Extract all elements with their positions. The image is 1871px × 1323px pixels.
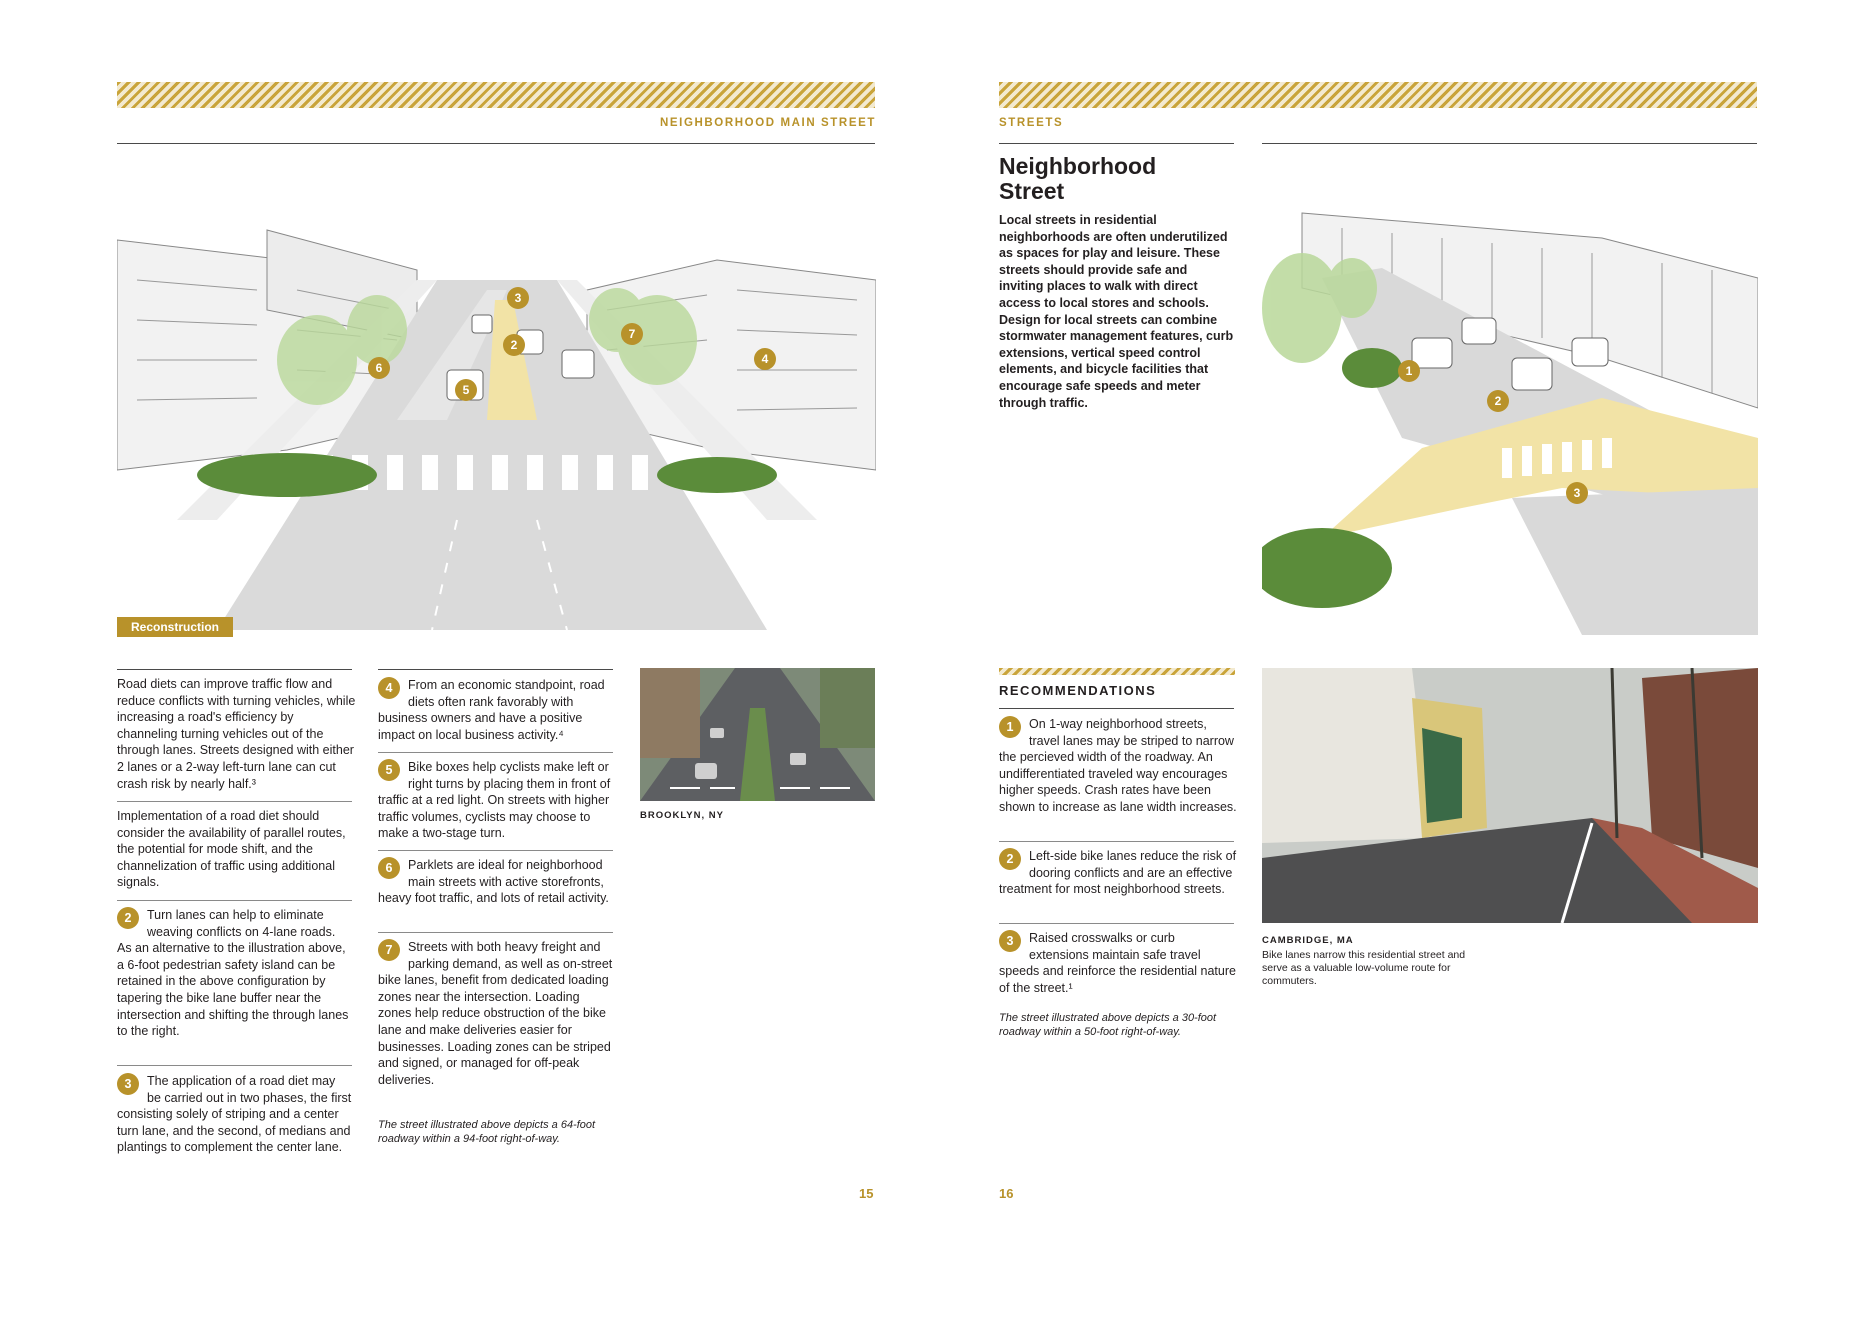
- header-rule-right-1: [999, 143, 1234, 144]
- section-label-right: STREETS: [999, 117, 1064, 129]
- marker-2-right: 2: [1494, 394, 1502, 408]
- col2-rule-2: [378, 752, 613, 753]
- section-label-left: NEIGHBORHOOD MAIN STREET: [659, 117, 876, 129]
- col1-item-3: 3 The application of a road diet may be carried out in two phases, the first consisting solely of striping and a center turn lane, and the second, of medians and plantings to complement the center lane.: [117, 1074, 352, 1155]
- main-street-illustration: [117, 220, 876, 630]
- rec-badge-3: 3: [999, 930, 1021, 952]
- col2-rule-3: [378, 850, 613, 851]
- page-number-right: 16: [999, 1186, 1014, 1201]
- rec-badge-2: 2: [999, 848, 1021, 870]
- number-badge-6: 6: [378, 857, 400, 879]
- col1-rule-3: [117, 900, 352, 901]
- header-hatch-right: [999, 82, 1757, 108]
- col1-rule-4: [117, 1065, 352, 1066]
- marker-1: 1: [1405, 364, 1413, 378]
- number-badge-4: 4: [378, 677, 400, 699]
- recs-rule-2: [999, 841, 1234, 842]
- col1-paragraph-1: Road diets can improve traffic flow and reduce conflicts with turning vehicles, while increasing a road's efficiency by channeling turning vehicles out of the through lanes. Streets designed with either 2 lanes or a 2-way left-turn lane can cut crash risk by nearly half.³: [117, 677, 356, 791]
- col2-rule-4: [378, 932, 613, 933]
- marker-3: 3: [514, 291, 522, 305]
- number-badge-7: 7: [378, 939, 400, 961]
- col1-paragraph-2: Implementation of a road diet should consider the availability of parallel routes, the potential for mode shift, and the channelization of traffic using additional signals.: [117, 809, 346, 890]
- recommendation-1: 1 On 1-way neighborhood streets, travel lanes may be striped to narrow the percieved width of the roadway. An undifferentiated traveled way encourages higher speeds. Crash rates have been shown to increase as lane width increases.: [999, 717, 1237, 814]
- brooklyn-photo-drawing: [640, 668, 875, 801]
- cambridge-caption: Bike lanes narrow this residential street and serve as a valuable low-volume route for commuters.: [1262, 949, 1466, 988]
- brooklyn-photo: [640, 668, 875, 801]
- marker-5: 5: [462, 383, 470, 397]
- marker-4: 4: [761, 352, 769, 366]
- main-street-drawing: [117, 220, 876, 630]
- header-hatch-left: [117, 82, 875, 108]
- page-title: Neighborhood Street: [999, 153, 1157, 204]
- number-badge-5: 5: [378, 759, 400, 781]
- number-badge-2: 2: [117, 907, 139, 929]
- recs-rule-1: [999, 708, 1234, 709]
- col1-item-2: 2 Turn lanes can help to eliminate weaving conflicts on 4-lane roads. As an alternative to the illustration above, a 6-foot pedestrian safety island can be retained in the above configuration by tapering the bike lane buffer near the intersection and shifting the through lanes to the right.: [117, 908, 349, 1039]
- marker-2: 2: [510, 338, 518, 352]
- col2-top-rule: [378, 669, 613, 670]
- recommendation-2: 2 Left-side bike lanes reduce the risk of dooring conflicts and are an effective treatment for most neighborhood streets.: [999, 849, 1237, 897]
- header-rule-left: [117, 143, 875, 144]
- marker-6: 6: [375, 361, 383, 375]
- col1-rule-2: [117, 801, 352, 802]
- neighborhood-street-drawing: [1262, 208, 1758, 635]
- recs-rule-3: [999, 923, 1234, 924]
- intro-paragraph: Local streets in residential neighborhoods are often underutilized as spaces for play and leisure. These streets should provide safe and inviting places to walk with direct access to local stores and schools. Design for local streets can combine stormwater management features, curb extensions, vertical speed control elements, and bicycle facilities that encourage safe speeds and meter through traffic.: [999, 213, 1234, 410]
- rec-badge-1: 1: [999, 716, 1021, 738]
- neighborhood-street-illustration: [1262, 208, 1758, 635]
- marker-3-right: 3: [1573, 486, 1581, 500]
- recommendations-heading: RECOMMENDATIONS: [999, 683, 1157, 698]
- number-badge-3: 3: [117, 1073, 139, 1095]
- brooklyn-caption: BROOKLYN, NY: [640, 810, 724, 821]
- col2-item-7: 7 Streets with both heavy freight and parking demand, as well as on-street bike lanes, benefit from dedicated loading zones near the intersection. Loading zones help reduce obstruction of the bike lane and make deliveries easier for businesses. Loading zones can be striped and signed, or managed for off-peak deliveries.: [378, 940, 613, 1087]
- left-note: The street illustrated above depicts a 64-foot roadway within a 94-foot right-of-way.: [378, 1119, 596, 1145]
- illustration-tag: Reconstruction: [117, 617, 233, 637]
- header-rule-right-2: [1262, 143, 1757, 144]
- page-number-left: 15: [859, 1186, 874, 1201]
- right-note: The street illustrated above depicts a 30-foot roadway within a 50-foot right-of-way.: [999, 1012, 1217, 1038]
- recommendation-3: 3 Raised crosswalks or curb extensions maintain safe travel speeds and reinforce the residential nature of the street.¹: [999, 931, 1236, 995]
- col2-item-6: 6 Parklets are ideal for neighborhood main streets with active storefronts, heavy foot traffic, and lots of retail activity.: [378, 858, 609, 906]
- marker-7: 7: [628, 327, 636, 341]
- cambridge-photo: [1262, 668, 1758, 923]
- col1-top-rule: [117, 669, 352, 670]
- recommendations-hatch: [999, 668, 1235, 675]
- cambridge-caption-head: CAMBRIDGE, MA: [1262, 935, 1354, 946]
- col2-item-4: 4 From an economic standpoint, road diets often rank favorably with business owners and have a positive impact on local business activity.⁴: [378, 678, 605, 742]
- cambridge-photo-drawing: [1262, 668, 1758, 923]
- col2-item-5: 5 Bike boxes help cyclists make left or right turns by placing them in front of traffic at a red light. On streets with higher traffic volumes, cyclists may choose to make a two-stage turn.: [378, 760, 611, 841]
